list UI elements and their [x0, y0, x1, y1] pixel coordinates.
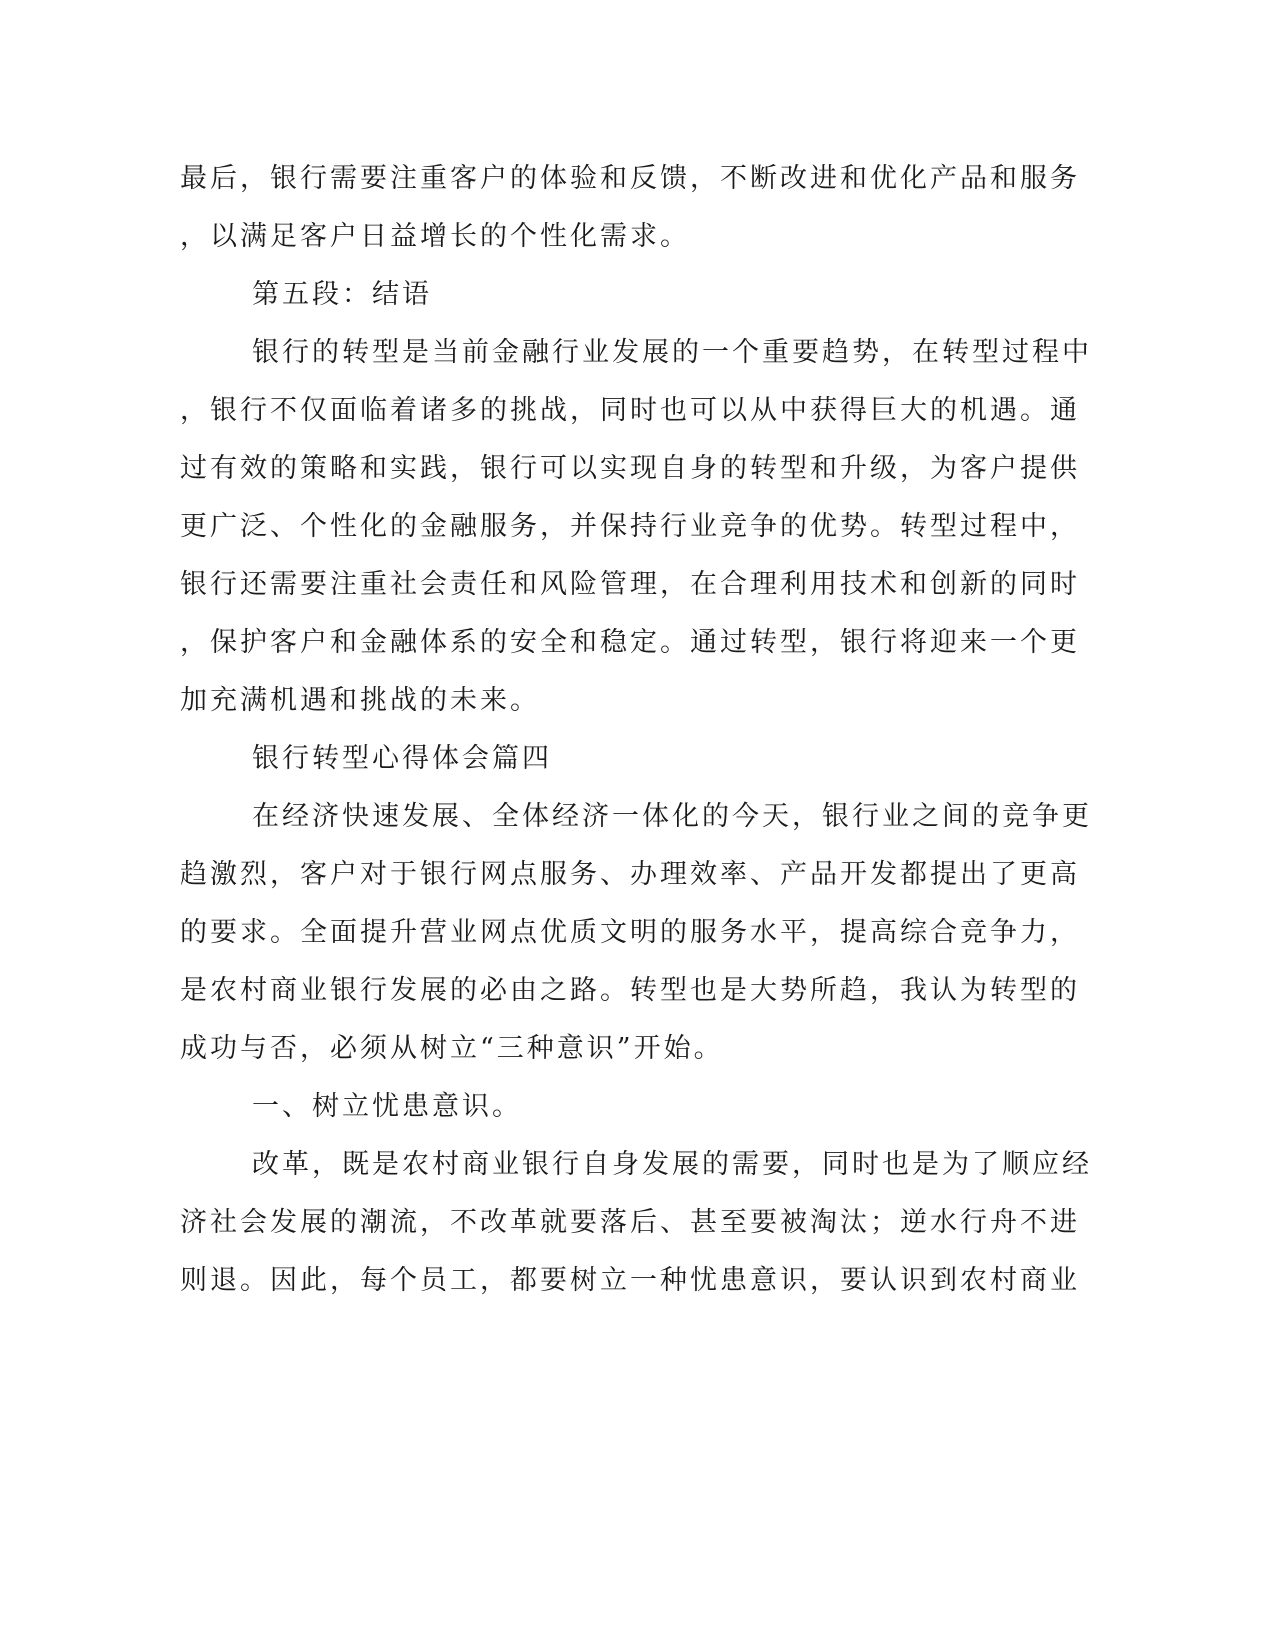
text-line: ，银行不仅面临着诸多的挑战，同时也可以从中获得巨大的机遇。通 [180, 395, 1080, 426]
text-line: 成功与否，必须从树立“三种意识”开始。 [180, 1033, 724, 1064]
text-line: 银行还需要注重社会责任和风险管理，在合理利用技术和创新的同时 [180, 569, 1080, 600]
text-line: 更广泛、个性化的金融服务，并保持行业竞争的优势。转型过程中， [180, 511, 1080, 542]
text-line: 银行的转型是当前金融行业发展的一个重要趋势，在转型过程中 [252, 337, 1092, 368]
text-line: 济社会发展的潮流，不改革就要落后、甚至要被淘汰；逆水行舟不进 [180, 1207, 1080, 1238]
text-line: 第五段：结语 [252, 279, 432, 310]
text-line: 最后，银行需要注重客户的体验和反馈，不断改进和优化产品和服务 [180, 163, 1080, 194]
text-line: 加充满机遇和挑战的未来。 [180, 685, 540, 716]
document-body [180, 150, 1092, 1310]
text-line: 的要求。全面提升营业网点优质文明的服务水平，提高综合竞争力， [180, 917, 1080, 948]
text-line: 改革，既是农村商业银行自身发展的需要，同时也是为了顺应经 [252, 1149, 1092, 1180]
text-line: 在经济快速发展、全体经济一体化的今天，银行业之间的竞争更 [252, 801, 1092, 832]
text-line: 是农村商业银行发展的必由之路。转型也是大势所趋，我认为转型的 [180, 975, 1080, 1006]
text-line: 一、树立忧患意识。 [252, 1091, 522, 1122]
text-line: ，保护客户和金融体系的安全和稳定。通过转型，银行将迎来一个更 [180, 627, 1080, 658]
text-line: ，以满足客户日益增长的个性化需求。 [180, 221, 690, 252]
text-line: 则退。因此，每个员工，都要树立一种忧患意识，要认识到农村商业 [180, 1265, 1080, 1296]
text-line: 趋激烈，客户对于银行网点服务、办理效率、产品开发都提出了更高 [180, 859, 1080, 890]
text-line: 过有效的策略和实践，银行可以实现自身的转型和升级，为客户提供 [180, 453, 1080, 484]
text-line: 银行转型心得体会篇四 [252, 743, 552, 774]
